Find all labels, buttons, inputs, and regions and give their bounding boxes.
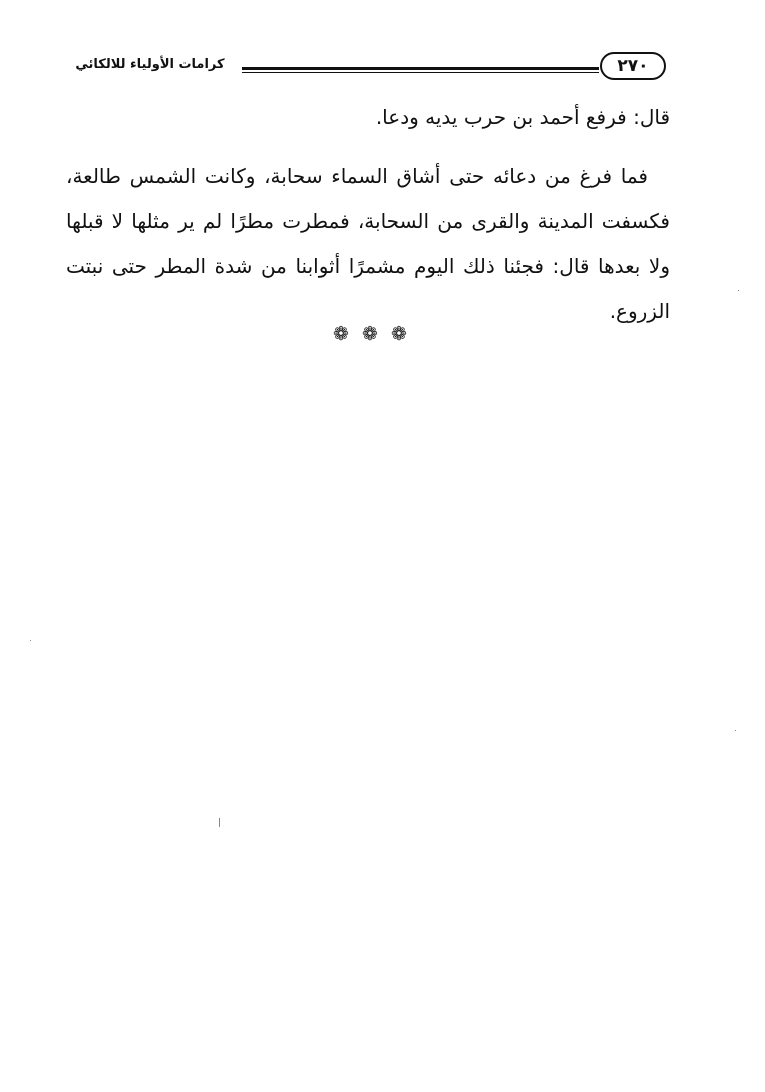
book-title: كرامات الأولياء للالكائي (75, 57, 225, 72)
header-rule-thin (242, 72, 599, 73)
scan-speck (219, 818, 220, 827)
scan-speck (30, 640, 31, 641)
body-text (66, 95, 670, 334)
section-separator (330, 322, 410, 346)
paragraph: فما فرغ من دعائه حتى أشاق السماء سحابة، وكانت الشمس طالعة، فكسفت المدينة والقرى من السحابة، فمطرت مطرًا لم ير مثلها لا قبلها ولا بعدها قال: فجئنا ذلك اليوم مشمرًا أثوابنا من شدة المطر حتى نبتت الزروع. (66, 164, 670, 323)
flower-ornament-icon: ❁ (333, 323, 349, 345)
running-header (60, 52, 672, 88)
flower-ornament-icon: ❁ (391, 323, 407, 345)
header-rule (242, 67, 599, 70)
flower-ornament-icon: ❁ (362, 323, 378, 345)
scan-speck (738, 290, 739, 291)
scan-speck (735, 730, 736, 731)
paragraph: قال: فرفع أحمد بن حرب يديه ودعا. (375, 105, 670, 129)
page-number: ٢٧٠ (600, 52, 666, 80)
